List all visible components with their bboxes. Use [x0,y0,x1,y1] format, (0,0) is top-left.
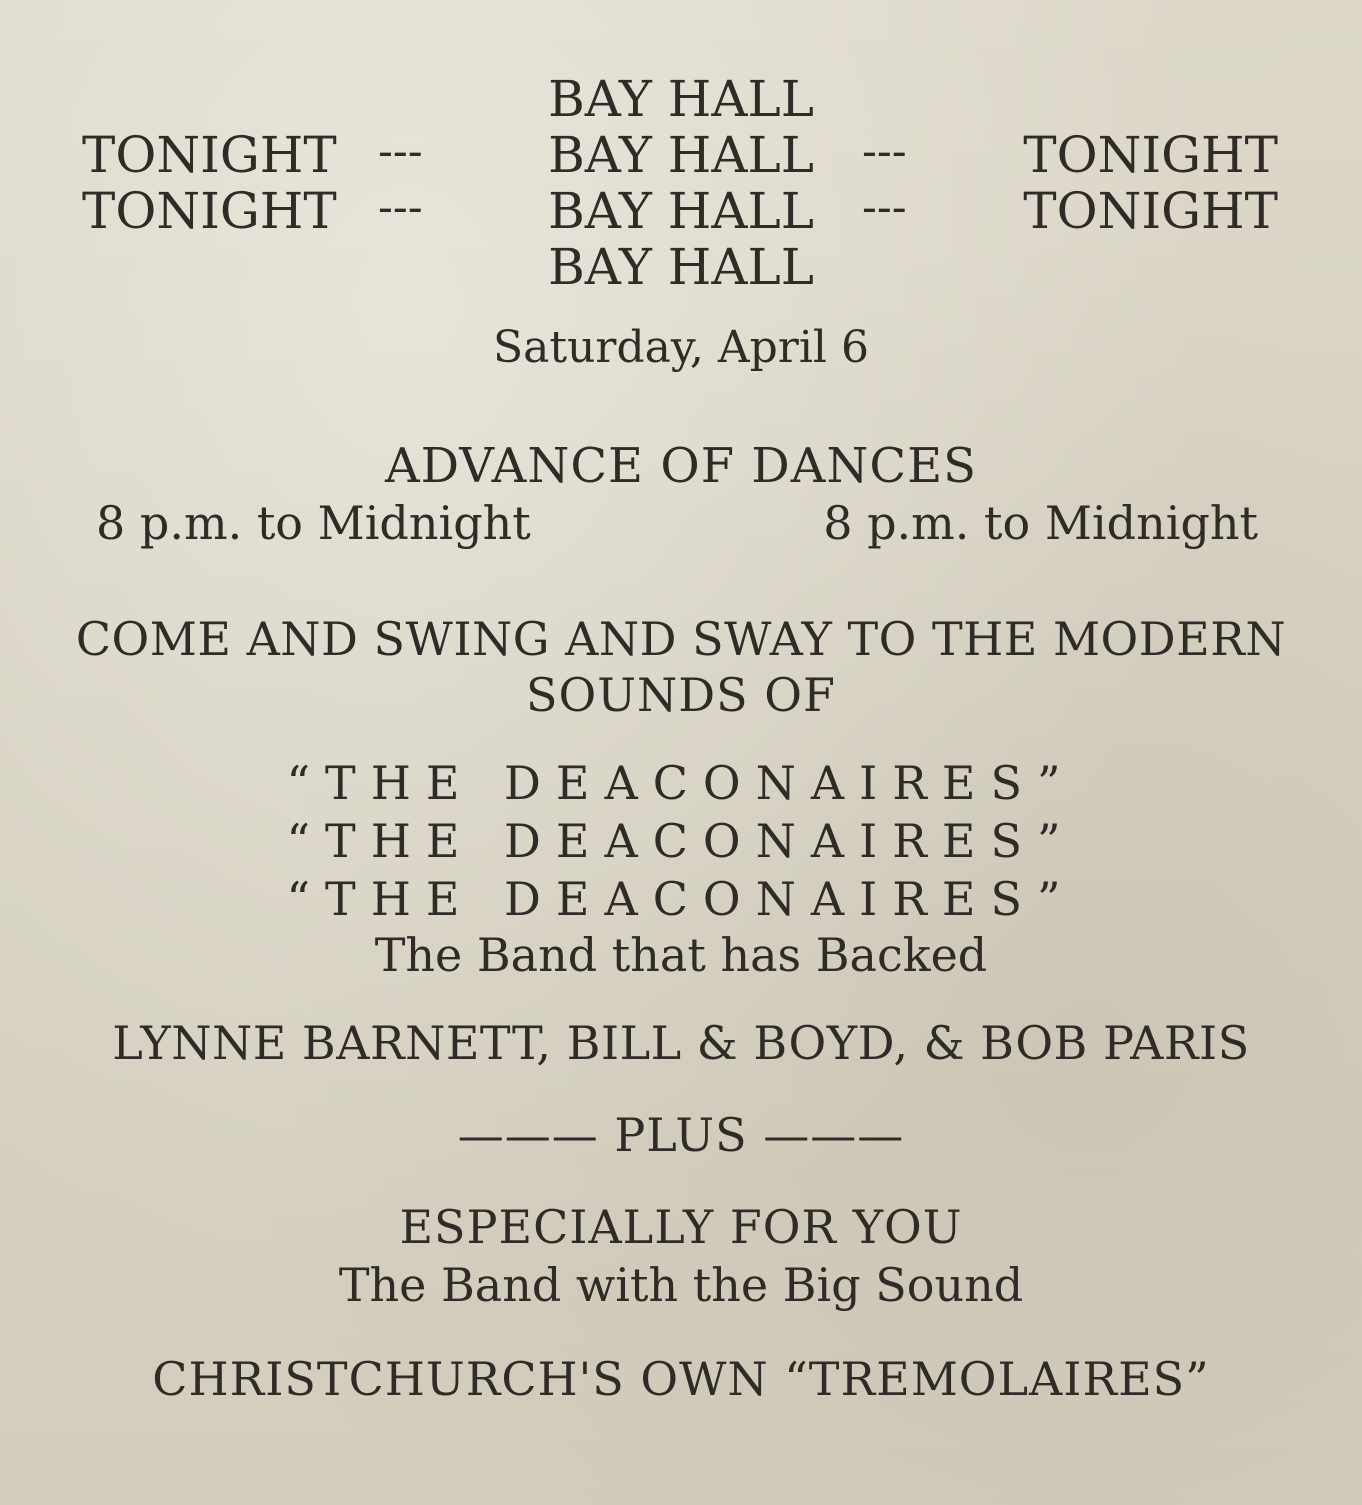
special-title: ESPECIALLY FOR YOU [399,1200,963,1254]
bay-hall-line-4: BAY HALL [548,238,814,296]
bay-hall-line-1: BAY HALL [548,70,814,128]
dash-left-1: --- [378,126,423,177]
dash-right-1: --- [862,126,907,177]
event-date: Saturday, April 6 [493,322,869,373]
event-title: ADVANCE OF DANCES [384,438,978,494]
tonight-left-1: TONIGHT [82,126,337,184]
invite-line-2: SOUNDS OF [526,668,836,722]
band-name-2: “THE DEACONAIRES” [286,814,1076,868]
band-name-3: “THE DEACONAIRES” [286,872,1076,926]
event-time-right: 8 p.m. to Midnight [823,496,1258,550]
dash-left-2: --- [378,182,423,233]
special-band: CHRISTCHURCH'S OWN “TREMOLAIRES” [152,1352,1210,1406]
band-name-1: “THE DEACONAIRES” [286,756,1076,810]
event-time-left: 8 p.m. to Midnight [96,496,531,550]
band-backed: The Band that has Backed [374,928,988,982]
special-subtitle: The Band with the Big Sound [338,1258,1024,1312]
artists-line: LYNNE BARNETT, BILL & BOYD, & BOB PARIS [112,1016,1250,1070]
dash-right-2: --- [862,182,907,233]
bay-hall-line-2: BAY HALL [548,126,814,184]
plus-divider: ——— PLUS ——— [457,1108,905,1162]
bay-hall-line-3: BAY HALL [548,182,814,240]
tonight-right-1: TONIGHT [1023,126,1278,184]
tonight-right-2: TONIGHT [1023,182,1278,240]
tonight-left-2: TONIGHT [82,182,337,240]
invite-line-1: COME AND SWING AND SWAY TO THE MODERN [75,612,1287,666]
